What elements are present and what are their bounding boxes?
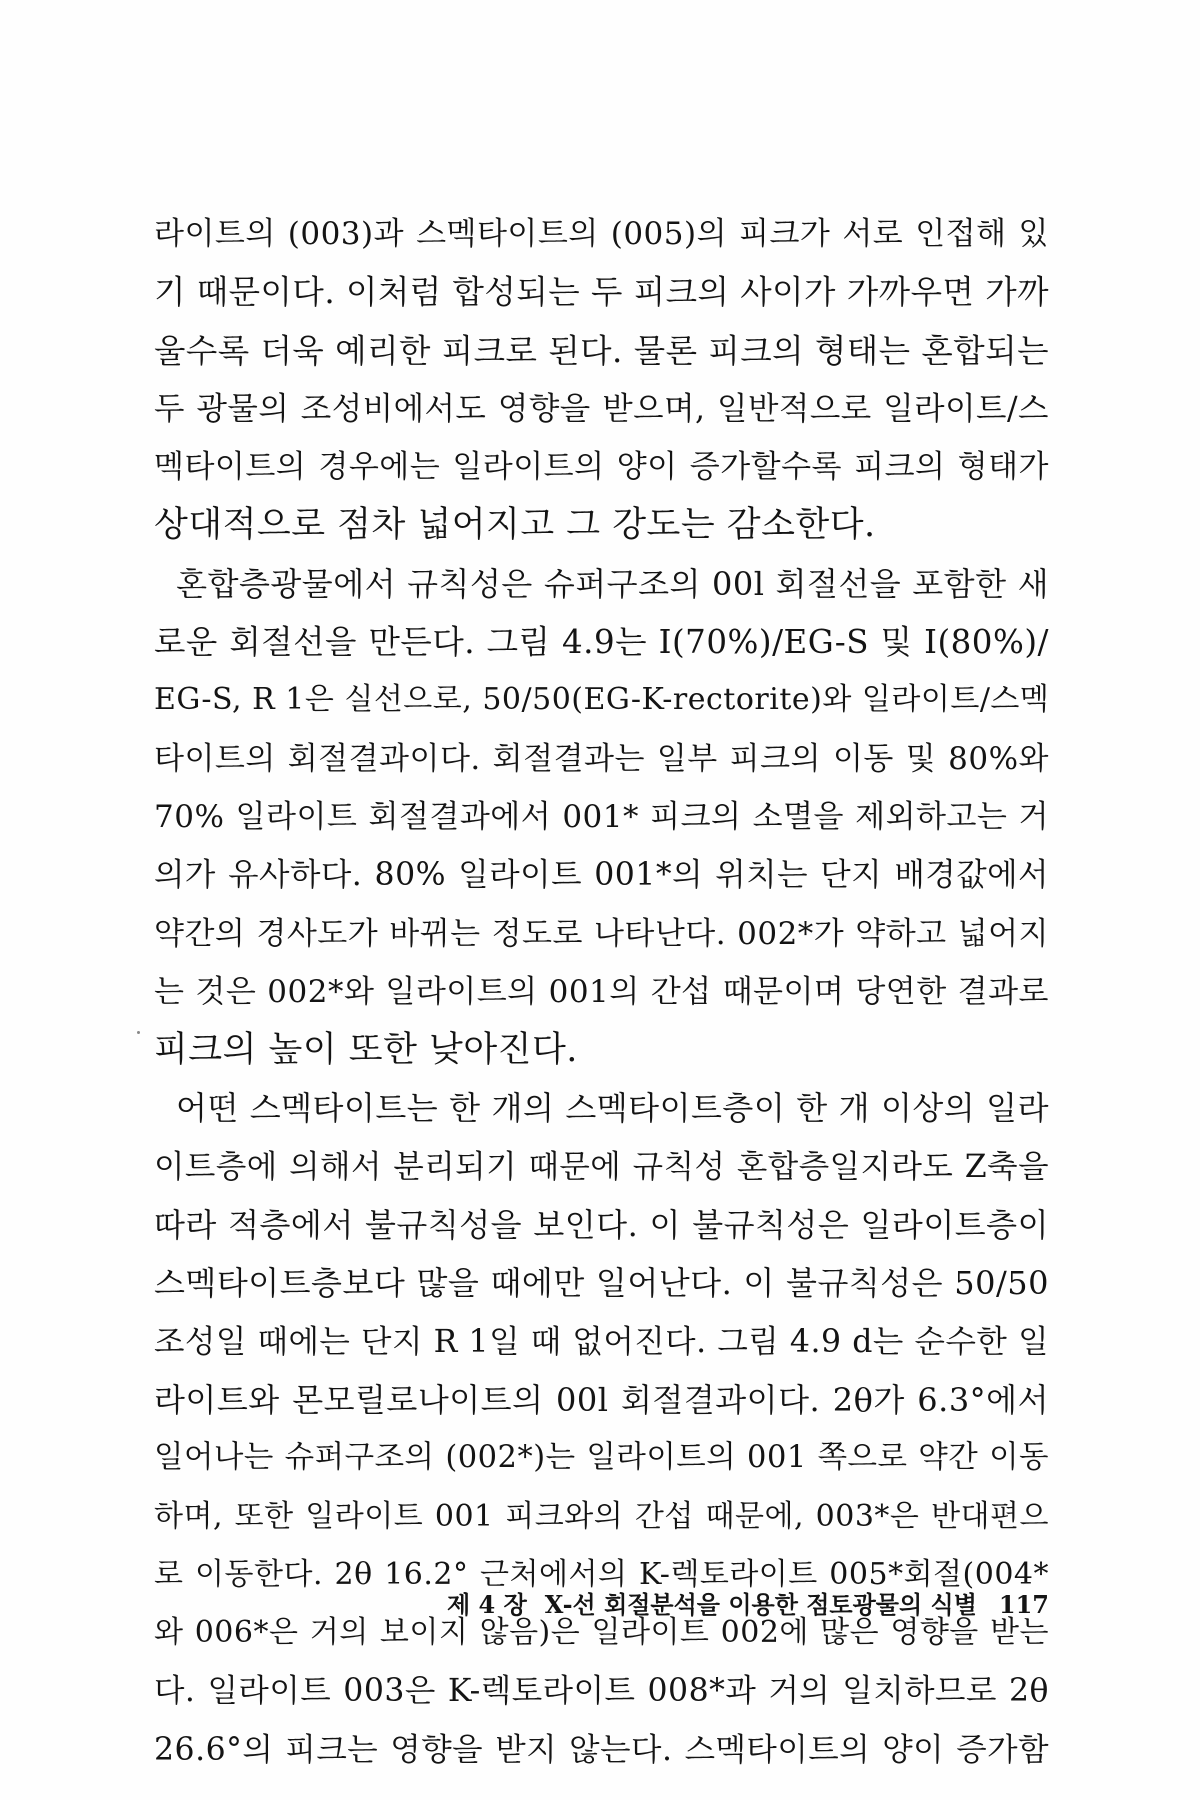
text-line: 따라 적층에서 불규칙성을 보인다. 이 불규칙성은 일라이트층이 bbox=[154, 1206, 1049, 1245]
text-line: 이트층에 의해서 분리되기 때문에 규칙성 혼합층일지라도 Z축을 bbox=[154, 1148, 1049, 1185]
text-line: 는 것은 002*와 일라이트의 001의 간섭 때문이며 당연한 결과로 bbox=[154, 973, 1049, 1010]
text-line: 약간의 경사도가 바뀌는 정도로 나타난다. 002*가 약하고 넓어지 bbox=[154, 915, 1049, 952]
footer-title: X-선 회절분석을 이용한 점토광물의 식별 bbox=[544, 1590, 977, 1619]
text-line: 라이트의 (003)과 스멕타이트의 (005)의 피크가 서로 인접해 있 bbox=[154, 216, 1049, 252]
text-line: 기 때문이다. 이처럼 합성되는 두 피크의 사이가 가까우면 가까 bbox=[154, 273, 1049, 312]
text-line: 스멕타이트층보다 많을 때에만 일어난다. 이 불규칙성은 50/50 bbox=[154, 1264, 1049, 1303]
text-line: 다. 일라이트 003은 K-렉토라이트 008*과 거의 일치하므로 2θ bbox=[154, 1673, 1049, 1710]
footer-chapter: 제 4 장 bbox=[447, 1590, 527, 1619]
text-line: 두 광물의 조성비에서도 영향을 받으며, 일반적으로 일라이트/스 bbox=[154, 390, 1049, 427]
text-line: 와 006*은 거의 보이지 않음)은 일라이트 002에 많은 영향을 받는 bbox=[154, 1615, 1049, 1651]
text-line: 멕타이트의 경우에는 일라이트의 양이 증가할수록 피크의 형태가 bbox=[154, 449, 1049, 486]
text-line: 로운 회절선을 만든다. 그림 4.9는 I(70%)/EG-S 및 I(80%)/ bbox=[154, 623, 1049, 662]
text-line: 하며, 또한 일라이트 001 피크와의 간섭 때문에, 003*은 반대편으 bbox=[154, 1498, 1049, 1534]
text-line: EG-S, R 1은 실선으로, 50/50(EG-K-rectorite)와 일라이트/스멕 bbox=[154, 682, 1050, 718]
text-line: 타이트의 회절결과이다. 회절결과는 일부 피크의 이동 및 80%와 bbox=[154, 740, 1049, 777]
running-footer bbox=[154, 1585, 1049, 1625]
scan-speck bbox=[137, 1031, 140, 1034]
text-line: 피크의 높이 또한 낮아진다. bbox=[154, 1030, 578, 1071]
text-line: 70% 일라이트 회절결과에서 001* 피크의 소멸을 제외하고는 거 bbox=[154, 798, 1049, 835]
text-line: 일어나는 슈퍼구조의 (002*)는 일라이트의 001 쪽으로 약간 이동 bbox=[154, 1440, 1049, 1476]
text-line: 울수록 더욱 예리한 피크로 된다. 물론 피크의 형태는 혼합되는 bbox=[154, 331, 1049, 370]
text-line: 혼합층광물에서 규칙성은 슈퍼구조의 00l 회절선을 포함한 새 bbox=[154, 564, 1049, 603]
page-number: 117 bbox=[998, 1590, 1049, 1619]
text-line: 어떤 스멕타이트는 한 개의 스멕타이트층이 한 개 이상의 일라 bbox=[154, 1089, 1049, 1128]
body-text bbox=[154, 205, 1049, 1779]
text-line: 조성일 때에는 단지 R 1일 때 없어진다. 그림 4.9 d는 순수한 일 bbox=[154, 1323, 1049, 1360]
text-line: 상대적으로 점차 넓어지고 그 강도는 감소한다. bbox=[154, 505, 876, 546]
text-line: 로 이동한다. 2θ 16.2° 근처에서의 K-렉토라이트 005*회절(004* bbox=[154, 1556, 1049, 1592]
text-line: 라이트와 몬모릴로나이트의 00l 회절결과이다. 2θ가 6.3°에서 bbox=[154, 1380, 1049, 1419]
text-line: 26.6°의 피크는 영향을 받지 않는다. 스멕타이트의 양이 증가함 bbox=[154, 1731, 1049, 1768]
text-line: 의가 유사하다. 80% 일라이트 001*의 위치는 단지 배경값에서 bbox=[154, 857, 1049, 894]
